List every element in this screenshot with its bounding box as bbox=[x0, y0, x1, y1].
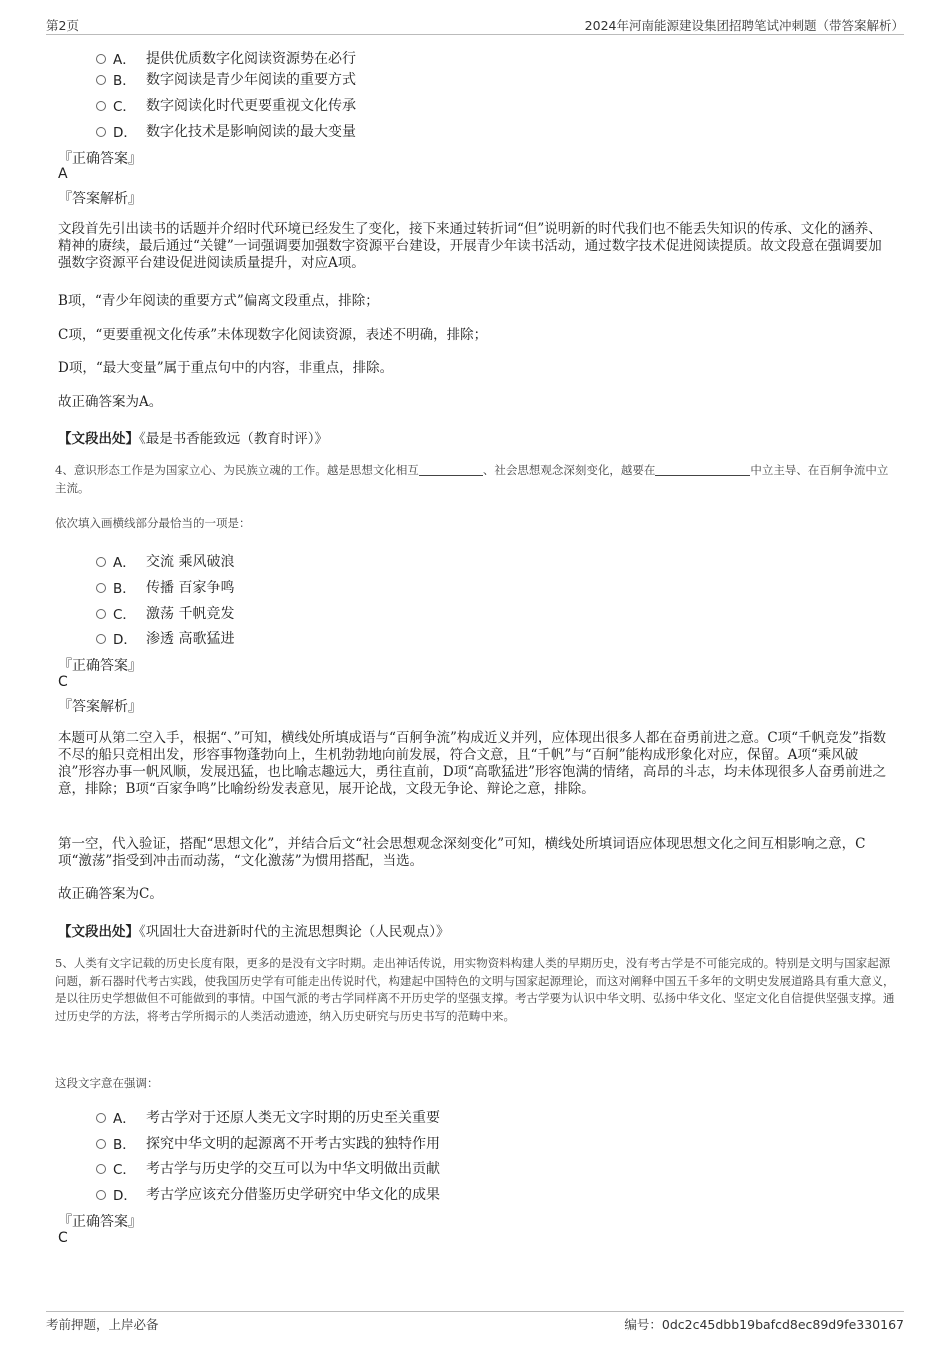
analysis-label: 『答案解析』 bbox=[58, 191, 142, 207]
document-title: 2024年河南能源建设集团招聘笔试冲刺题（带答案解析） bbox=[584, 18, 904, 33]
q5-answer: C bbox=[58, 1230, 68, 1246]
radio-icon[interactable] bbox=[96, 54, 106, 64]
radio-icon[interactable] bbox=[96, 583, 106, 593]
q3-answer: A bbox=[58, 166, 68, 182]
footer-slogan: 考前押题，上岸必备 bbox=[46, 1317, 159, 1332]
radio-icon[interactable] bbox=[96, 609, 106, 619]
q4-source: 【文段出处】《巩固壮大奋进新时代的主流思想舆论（人民观点）》 bbox=[58, 924, 450, 940]
page-header bbox=[46, 14, 904, 35]
radio-icon[interactable] bbox=[96, 557, 106, 567]
q4-conclusion: 故正确答案为C。 bbox=[58, 886, 163, 902]
analysis-label: 『答案解析』 bbox=[58, 699, 142, 715]
q4-analysis-main: 本题可从第二空入手，根据“、”可知，横线处所填成语与“百舸争流”构成近义并列，应体现出很多人都在奋勇前进之意。C项“千帆竞发”指数不尽的船只竞相出发，形容事物蓬勃向上，生机勃勃地向前发展，符合文意，且“千帆”与“百舸”能构成形象化对应，保留。A项“乘风破浪”形容办事一帆风顺，发展迅猛，也比喻志趣远大，勇往直前，D项“高歌猛进”形容饱满的情绪，高昂的斗志，均未体现很多人奋勇前进之意，排除；B项“百家争鸣”比喻纷纷发表意见，展开论战，文段无争论、辩论之意，排除。 bbox=[58, 730, 887, 797]
q4-prompt: 依次填入画横线部分最恰当的一项是： bbox=[55, 516, 251, 530]
page-footer bbox=[46, 1311, 904, 1334]
q3-source: 【文段出处】《最是书香能致远（教育时评）》 bbox=[58, 431, 328, 447]
radio-icon[interactable] bbox=[96, 127, 106, 137]
q3-analysis-b: B项，“青少年阅读的重要方式”偏离文段重点，排除； bbox=[58, 293, 379, 309]
q3-analysis-c: C项，“更要重视文化传承”未体现数字化阅读资源，表述不明确，排除； bbox=[58, 327, 488, 343]
correct-answer-label: 『正确答案』 bbox=[58, 658, 142, 674]
radio-icon[interactable] bbox=[96, 634, 106, 644]
radio-icon[interactable] bbox=[96, 101, 106, 111]
radio-icon[interactable] bbox=[96, 1190, 106, 1200]
radio-icon[interactable] bbox=[96, 1164, 106, 1174]
blank-1 bbox=[419, 463, 483, 476]
q4-stem: 4、意识形态工作是为国家立心、为民族立魂的工作。越是思想文化相互 、社会思想观念深刻变化，越要在 中立主导、在百舸争流中立主流。 bbox=[55, 463, 889, 495]
blank-2 bbox=[655, 463, 750, 476]
correct-answer-label: 『正确答案』 bbox=[58, 151, 142, 167]
q3-analysis-d: D项，“最大变量”属于重点句中的内容，非重点，排除。 bbox=[58, 360, 394, 376]
q5-stem: 5、人类有文字记载的历史长度有限，更多的是没有文字时期。走出神话传说，用实物资料构建人类的早期历史，没有考古学是不可能完成的。特别是文明与国家起源问题，新石器时代考古实践，使我国历史学有可能走出传说时代，构建起中国特色的文明与国家起源理论，而这对阐释中国五千多年的文明史发展道路具有重大意义，是以往历史学想做但不可能做到的事情。中国气派的考古学同样离不开历史学的坚强支撑。考古学要为认识中华文明、弘扬中华文化、坚定文化自信提供坚强支撑。通过历史学的方法，将考古学所揭示的人类活动遗迹，纳入历史研究与历史书写的范畴中来。 bbox=[55, 956, 895, 1023]
q4-answer: C bbox=[58, 674, 68, 690]
radio-icon[interactable] bbox=[96, 75, 106, 85]
q3-conclusion: 故正确答案为A。 bbox=[58, 394, 163, 410]
q3-analysis-main: 文段首先引出读书的话题并介绍时代环境已经发生了变化，接下来通过转折词“但”说明新的时代我们也不能丢失知识的传承、文化的涵养、精神的赓续，最后通过“关键”一词强调要加强数字资源平台建设，开展青少年读书活动，通过数字技术促进阅读提质。故文段意在强调要加强数字资源平台建设促进阅读质量提升，对应A项。 bbox=[58, 221, 882, 271]
page-number: 第2页 bbox=[46, 18, 79, 33]
document-code: 编号：0dc2c45dbb19bafcd8ec89d9fe330167 bbox=[624, 1317, 904, 1332]
q5-prompt: 这段文字意在强调： bbox=[55, 1076, 159, 1090]
radio-icon[interactable] bbox=[96, 1113, 106, 1123]
radio-icon[interactable] bbox=[96, 1139, 106, 1149]
correct-answer-label: 『正确答案』 bbox=[58, 1214, 142, 1230]
q4-analysis-first-blank: 第一空，代入验证，搭配“思想文化”，并结合后文“社会思想观念深刻变化”可知，横线处所填词语应体现思想文化之间互相影响之意，C项“激荡”指受到冲击而动荡，“文化激荡”为惯用搭配，当选。 bbox=[58, 836, 866, 869]
